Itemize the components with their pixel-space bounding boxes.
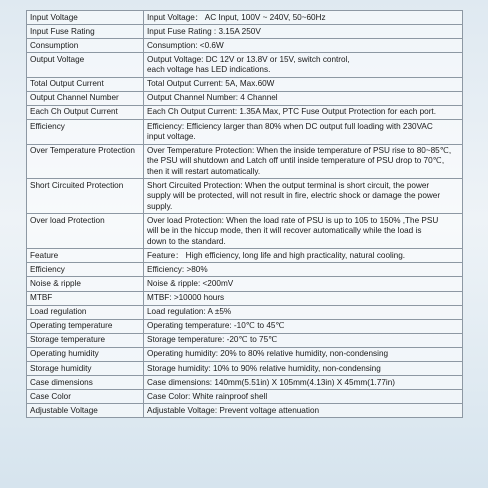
spec-label: Feature: [27, 249, 144, 263]
spec-value-line: Each Ch Output Current: 1.35A Max, PTC Fuse Output Protection for each port.: [147, 107, 436, 117]
spec-row: [27, 347, 463, 361]
spec-value-line: Consumption: <0.6W: [147, 40, 224, 50]
spec-value: [144, 305, 463, 319]
spec-label: Efficiency: [27, 263, 144, 277]
spec-value: [144, 249, 463, 263]
spec-value-line: Output Voltage: DC 12V or 13.8V or 15V, switch control,: [147, 54, 350, 64]
spec-label: MTBF: [27, 291, 144, 305]
spec-label: Over Temperature Protection: [27, 144, 144, 179]
spec-value-line: Efficiency: Efficiency larger than 80% when DC output full loading with 230VAC: [147, 121, 433, 131]
spec-value: [144, 347, 463, 361]
spec-label: Output Channel Number: [27, 91, 144, 105]
spec-value: [144, 144, 463, 179]
spec-label: Case Color: [27, 390, 144, 404]
spec-value-line: Storage humidity: 10% to 90% relative humidity, non-condensing: [147, 363, 381, 373]
spec-label: Operating humidity: [27, 347, 144, 361]
spec-label: Noise & ripple: [27, 277, 144, 291]
spec-label: Efficiency: [27, 120, 144, 145]
spec-label: Storage temperature: [27, 333, 144, 347]
spec-value-line: Operating humidity: 20% to 80% relative humidity, non-condensing: [147, 349, 389, 359]
spec-row: [27, 319, 463, 333]
spec-value-line: Input Fuse Rating : 3.15A 250V: [147, 26, 261, 36]
spec-value-line: MTBF: >10000 hours: [147, 293, 225, 303]
spec-value-line: Operating temperature: -10℃ to 45℃: [147, 321, 285, 331]
spec-value: [144, 91, 463, 105]
spec-value: [144, 53, 463, 78]
spec-row: [27, 214, 463, 249]
spec-row: [27, 362, 463, 376]
spec-label: Load regulation: [27, 305, 144, 319]
spec-label: Total Output Current: [27, 77, 144, 91]
spec-value-line: Feature： High efficiency, long life and high practicality, natural cooling.: [147, 250, 406, 260]
spec-value: [144, 390, 463, 404]
spec-value-line: each voltage has LED indications.: [147, 65, 271, 75]
spec-value-line: Total Output Current: 5A, Max.60W: [147, 79, 275, 89]
spec-label: Storage humidity: [27, 362, 144, 376]
spec-value: [144, 291, 463, 305]
spec-row: [27, 333, 463, 347]
spec-value-line: Load regulation: A ±5%: [147, 307, 232, 317]
spec-value: [144, 11, 463, 25]
spec-value-line: the PSU will shutdown and Latch off until inside temperature of PSU drop to 70℃,: [147, 156, 445, 166]
spec-value-line: Input Voltage： AC Input, 100V ~ 240V, 50~60Hz: [147, 12, 326, 22]
spec-value-line: Efficiency: >80%: [147, 264, 208, 274]
spec-value-line: Case dimensions: 140mm(5.51in) X 105mm(4.13in) X 45mm(1.77in): [147, 377, 396, 387]
spec-row: [27, 305, 463, 319]
spec-row: [27, 105, 463, 119]
spec-label: Input Fuse Rating: [27, 25, 144, 39]
spec-value-line: Short Circuited Protection: When the output terminal is short circuit, the power: [147, 180, 430, 190]
spec-value-line: Output Channel Number: 4 Channel: [147, 93, 278, 103]
spec-row: [27, 277, 463, 291]
spec-row: [27, 11, 463, 25]
spec-value: [144, 319, 463, 333]
spec-value: [144, 277, 463, 291]
spec-label: Adjustable Voltage: [27, 404, 144, 418]
spec-value: [144, 179, 463, 214]
spec-row: [27, 53, 463, 78]
spec-table-body: [27, 11, 463, 418]
spec-value: [144, 39, 463, 53]
spec-row: [27, 77, 463, 91]
spec-value-line: Storage temperature: -20℃ to 75℃: [147, 335, 278, 345]
spec-label: Over load Protection: [27, 214, 144, 249]
spec-value: [144, 263, 463, 277]
spec-value: [144, 376, 463, 390]
spec-row: [27, 263, 463, 277]
spec-row: [27, 390, 463, 404]
spec-label: Input Voltage: [27, 11, 144, 25]
spec-value: [144, 214, 463, 249]
spec-value: [144, 362, 463, 376]
spec-value-line: supply.: [147, 201, 173, 211]
spec-value: [144, 333, 463, 347]
spec-label: Consumption: [27, 39, 144, 53]
spec-value-line: will be in the hiccup mode, then it will recover automatically while the load is: [147, 226, 422, 236]
spec-row: [27, 91, 463, 105]
spec-label: Each Ch Output Current: [27, 105, 144, 119]
spec-value-line: supply will be protected, will not result in fire, electric shock or damage the power: [147, 191, 441, 201]
spec-value-line: Over load Protection: When the load rate of PSU is up to 105 to 150% ,The PSU: [147, 215, 439, 225]
spec-row: [27, 249, 463, 263]
spec-value-line: Case Color: White rainproof shell: [147, 391, 268, 401]
spec-value: [144, 25, 463, 39]
spec-value: [144, 120, 463, 145]
spec-row: [27, 404, 463, 418]
spec-row: [27, 291, 463, 305]
spec-row: [27, 25, 463, 39]
spec-value-line: input voltage.: [147, 131, 196, 141]
spec-value: [144, 404, 463, 418]
spec-table: [26, 10, 463, 418]
spec-sheet: [26, 10, 463, 418]
spec-value-line: Noise & ripple: <200mV: [147, 278, 234, 288]
spec-row: [27, 179, 463, 214]
spec-row: [27, 144, 463, 179]
spec-row: [27, 376, 463, 390]
spec-label: Output Voltage: [27, 53, 144, 78]
spec-value-line: Adjustable Voltage: Prevent voltage attenuation: [147, 405, 320, 415]
spec-label: Operating temperature: [27, 319, 144, 333]
spec-value-line: Over Temperature Protection: When the inside temperature of PSU rise to 80~85℃,: [147, 146, 452, 156]
spec-value: [144, 77, 463, 91]
spec-label: Case dimensions: [27, 376, 144, 390]
spec-row: [27, 39, 463, 53]
spec-value-line: down to the standard.: [147, 236, 226, 246]
spec-value: [144, 105, 463, 119]
spec-row: [27, 120, 463, 145]
spec-label: Short Circuited Protection: [27, 179, 144, 214]
spec-value-line: then it will restart automatically.: [147, 166, 261, 176]
